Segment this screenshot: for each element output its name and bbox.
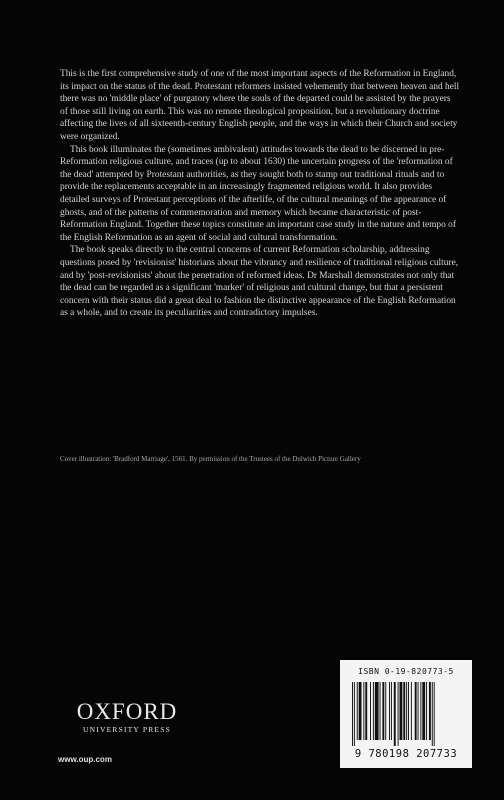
isbn-label: ISBN 0-19-820773-5 bbox=[358, 667, 454, 676]
barcode-bar bbox=[415, 682, 417, 740]
publisher-url: www.oup.com bbox=[58, 755, 112, 764]
blurb-paragraph-1: This is the first comprehensive study of one of the most important aspects of the Reformation in England, its impact on the status of the dead. Protestant reformers insisted vehemently that between heaven and hell there was no 'middle place' of purgatory where the souls of the departed could be assisted by the prayers of those still living on earth. This was no remote theological proposition, but a revolutionary doctrine affecting the lives of all sixteenth-century English people, and the ways in which their Church and society were organized. bbox=[60, 69, 460, 142]
barcode-bar bbox=[370, 682, 371, 740]
barcode-bar bbox=[394, 682, 396, 746]
barcode-bar bbox=[403, 682, 405, 740]
barcode-bar bbox=[420, 682, 421, 740]
cover-illustration-credit: Cover illustration: 'Bradford Marriage', 1561. By permission of the Trustees of the Dulwich Picture Gallery bbox=[60, 455, 361, 463]
barcode-digits: 9 780198 207733 bbox=[354, 748, 458, 760]
blurb-text bbox=[60, 68, 460, 320]
barcode-bar bbox=[411, 682, 412, 740]
publisher-name: OXFORD bbox=[76, 699, 178, 724]
barcode-bar bbox=[352, 682, 353, 746]
barcode-bar bbox=[434, 682, 435, 746]
barcode-bar bbox=[354, 682, 355, 746]
barcode-bar bbox=[363, 682, 364, 740]
barcode-bar bbox=[375, 682, 379, 740]
barcode-bar bbox=[385, 682, 386, 740]
barcode-bar bbox=[406, 682, 407, 740]
barcode-bar bbox=[365, 682, 367, 740]
barcode-bar bbox=[357, 682, 358, 740]
barcode-bar bbox=[400, 682, 403, 740]
barcode-bar bbox=[373, 682, 374, 740]
barcode-bar bbox=[382, 682, 384, 740]
blurb-paragraph-2: This book illuminates the (sometimes ambivalent) attitudes towards the dead to be discerned in pre-Reformation religious culture, and traces (up to about 1630) the uncertain progress of the 'reformation of the dead' attempted by Protestant authorities, as they sought both to stamp out traditional rituals and to provide the replacements acceptable in an increasingly fragmented religious world. It also provides detailed surveys of Protestant perceptions of the afterlife, of the cultural meanings of the appearance of ghosts, and of the patterns of commemoration and memory which became characteristic of post-Reformation England. Together these topics constitute an important case study in the nature and tempo of the English Reformation as an agent of social and cultural transformation. bbox=[60, 144, 456, 243]
publisher-logo bbox=[57, 700, 197, 734]
barcode-bar bbox=[408, 682, 409, 740]
barcode-icon bbox=[350, 682, 462, 746]
isbn-barcode-box bbox=[340, 660, 472, 768]
barcode-bar bbox=[391, 682, 392, 740]
barcode-bar bbox=[429, 682, 431, 740]
barcode-bar bbox=[389, 682, 390, 740]
barcode-bar bbox=[426, 682, 427, 740]
barcode-bar bbox=[422, 682, 425, 740]
barcode-bar bbox=[380, 682, 381, 740]
barcode-bar bbox=[432, 682, 433, 746]
blurb-paragraph-3: The book speaks directly to the central concerns of current Reformation scholarship, addressing questions posed by 'revisionist' historians about the vibrancy and resilience of traditional religious culture, and by 'post-revisionists' about the penetration of reformed ideas. Dr Marshall demonstrates not only that the dead can be regarded as a significant 'marker' of religious and cultural change, but that a persistent concern with their status did a great deal to fashion the distinctive appearance of the English Reformation as a whole, and to create its peculiarities and contradictory impulses. bbox=[60, 245, 459, 319]
barcode-bar bbox=[359, 682, 362, 740]
barcode-bar bbox=[418, 682, 419, 740]
barcode-bar bbox=[398, 682, 399, 746]
publisher-subtitle: UNIVERSITY PRESS bbox=[83, 725, 171, 734]
